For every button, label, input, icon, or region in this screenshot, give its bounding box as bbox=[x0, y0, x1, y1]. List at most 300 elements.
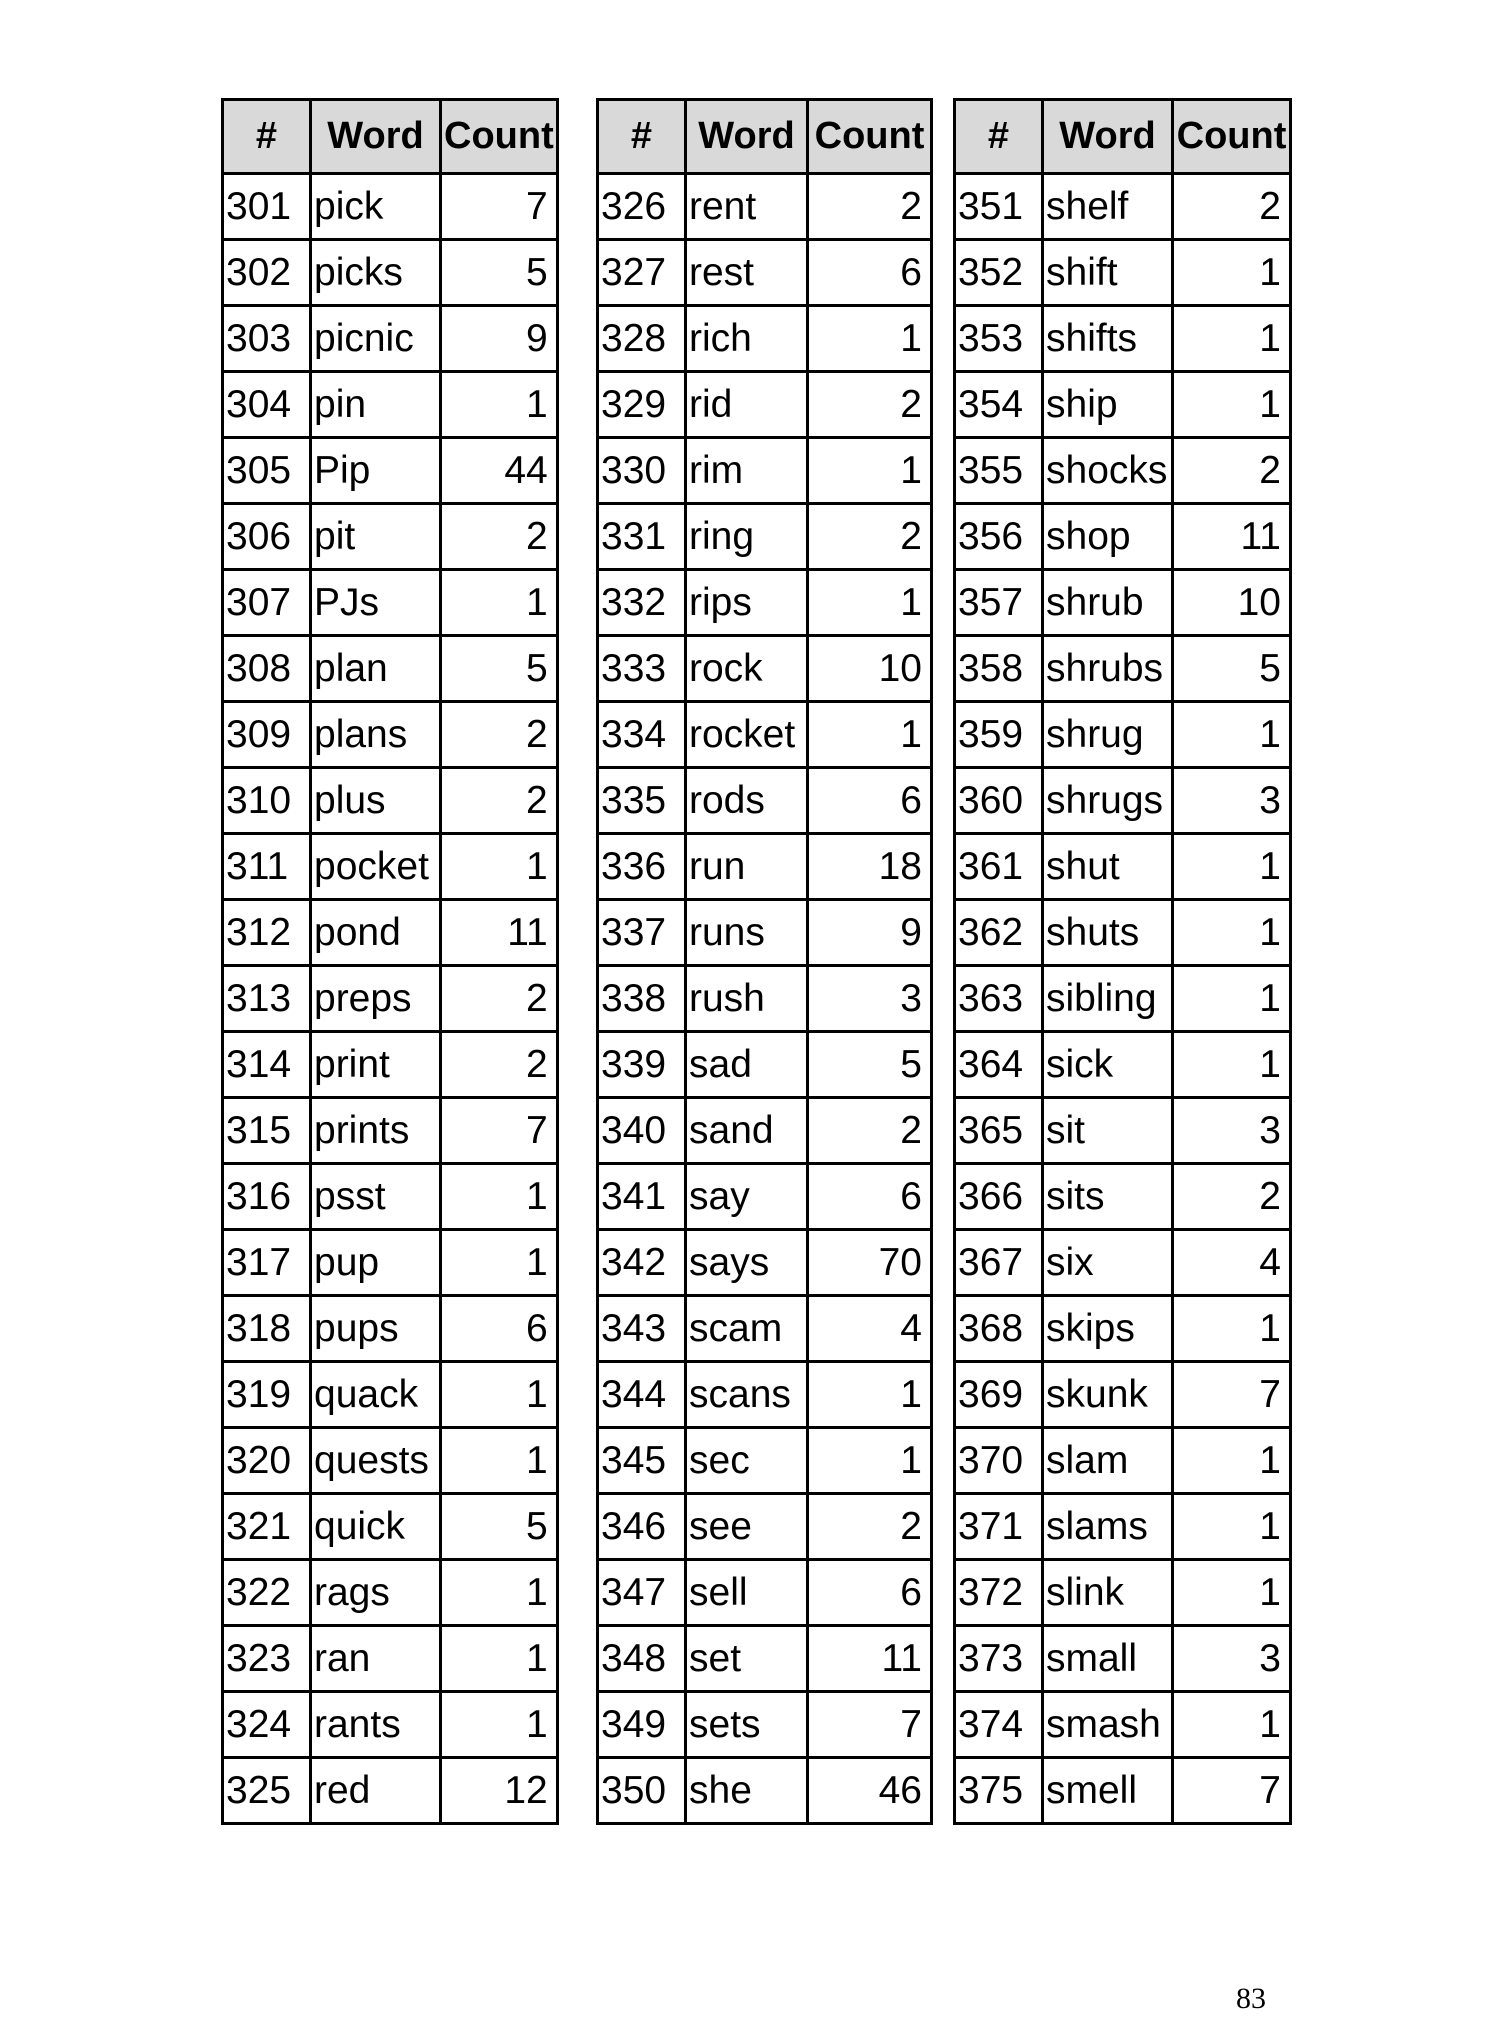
table-row bbox=[955, 1032, 1291, 1098]
header-count: Count bbox=[441, 100, 558, 174]
table-row bbox=[955, 636, 1291, 702]
row-word: picks bbox=[311, 240, 441, 306]
row-number: 335 bbox=[598, 768, 686, 834]
table-row bbox=[223, 1428, 558, 1494]
row-number: 305 bbox=[223, 438, 311, 504]
row-number: 355 bbox=[955, 438, 1043, 504]
table-row bbox=[955, 1626, 1291, 1692]
row-count: 6 bbox=[808, 768, 932, 834]
table-row bbox=[598, 174, 932, 240]
row-number: 341 bbox=[598, 1164, 686, 1230]
row-word: rocket bbox=[686, 702, 808, 768]
table-row bbox=[223, 504, 558, 570]
row-count: 46 bbox=[808, 1758, 932, 1824]
row-number: 326 bbox=[598, 174, 686, 240]
header-count: Count bbox=[1173, 100, 1291, 174]
row-word: shut bbox=[1043, 834, 1173, 900]
row-word: see bbox=[686, 1494, 808, 1560]
table-row bbox=[955, 504, 1291, 570]
row-count: 10 bbox=[1173, 570, 1291, 636]
row-word: small bbox=[1043, 1626, 1173, 1692]
row-number: 345 bbox=[598, 1428, 686, 1494]
table-header-row bbox=[223, 100, 558, 174]
table-row bbox=[598, 240, 932, 306]
row-word: plus bbox=[311, 768, 441, 834]
table-row bbox=[598, 1362, 932, 1428]
row-number: 349 bbox=[598, 1692, 686, 1758]
row-count: 1 bbox=[441, 372, 558, 438]
header-count: Count bbox=[808, 100, 932, 174]
row-word: shocks bbox=[1043, 438, 1173, 504]
row-number: 367 bbox=[955, 1230, 1043, 1296]
row-number: 318 bbox=[223, 1296, 311, 1362]
table-row bbox=[223, 768, 558, 834]
table-row bbox=[223, 1362, 558, 1428]
row-count: 5 bbox=[808, 1032, 932, 1098]
row-number: 344 bbox=[598, 1362, 686, 1428]
row-number: 329 bbox=[598, 372, 686, 438]
table-row bbox=[223, 834, 558, 900]
table-row bbox=[955, 834, 1291, 900]
table-row bbox=[955, 372, 1291, 438]
row-count: 11 bbox=[808, 1626, 932, 1692]
row-word: skunk bbox=[1043, 1362, 1173, 1428]
table-row bbox=[223, 570, 558, 636]
table-row bbox=[598, 966, 932, 1032]
row-word: psst bbox=[311, 1164, 441, 1230]
row-word: sick bbox=[1043, 1032, 1173, 1098]
row-count: 5 bbox=[1173, 636, 1291, 702]
row-word: prints bbox=[311, 1098, 441, 1164]
table-row bbox=[223, 1230, 558, 1296]
table-row bbox=[223, 1626, 558, 1692]
row-word: shrubs bbox=[1043, 636, 1173, 702]
word-table-1 bbox=[221, 98, 559, 1825]
row-count: 12 bbox=[441, 1758, 558, 1824]
row-number: 314 bbox=[223, 1032, 311, 1098]
table-row bbox=[955, 1692, 1291, 1758]
row-word: rich bbox=[686, 306, 808, 372]
table-row bbox=[598, 1428, 932, 1494]
table-row bbox=[598, 636, 932, 702]
table-row bbox=[223, 966, 558, 1032]
row-count: 1 bbox=[441, 1230, 558, 1296]
row-count: 7 bbox=[1173, 1758, 1291, 1824]
row-count: 1 bbox=[1173, 1032, 1291, 1098]
row-count: 7 bbox=[808, 1692, 932, 1758]
row-number: 353 bbox=[955, 306, 1043, 372]
row-word: sets bbox=[686, 1692, 808, 1758]
row-word: quack bbox=[311, 1362, 441, 1428]
table-row bbox=[223, 372, 558, 438]
row-count: 1 bbox=[441, 570, 558, 636]
row-number: 322 bbox=[223, 1560, 311, 1626]
row-word: slams bbox=[1043, 1494, 1173, 1560]
row-count: 1 bbox=[441, 1626, 558, 1692]
word-table-2 bbox=[596, 98, 933, 1825]
row-word: skips bbox=[1043, 1296, 1173, 1362]
row-word: rent bbox=[686, 174, 808, 240]
row-word: sell bbox=[686, 1560, 808, 1626]
row-number: 320 bbox=[223, 1428, 311, 1494]
row-word: smash bbox=[1043, 1692, 1173, 1758]
row-count: 1 bbox=[1173, 240, 1291, 306]
row-count: 10 bbox=[808, 636, 932, 702]
row-number: 364 bbox=[955, 1032, 1043, 1098]
row-word: pit bbox=[311, 504, 441, 570]
table-header-row bbox=[598, 100, 932, 174]
row-number: 316 bbox=[223, 1164, 311, 1230]
row-count: 6 bbox=[808, 1164, 932, 1230]
row-number: 340 bbox=[598, 1098, 686, 1164]
row-number: 309 bbox=[223, 702, 311, 768]
row-count: 44 bbox=[441, 438, 558, 504]
row-count: 2 bbox=[1173, 438, 1291, 504]
table-row bbox=[598, 1296, 932, 1362]
row-number: 327 bbox=[598, 240, 686, 306]
table-row bbox=[955, 966, 1291, 1032]
row-word: shift bbox=[1043, 240, 1173, 306]
row-word: plans bbox=[311, 702, 441, 768]
row-number: 342 bbox=[598, 1230, 686, 1296]
row-word: rips bbox=[686, 570, 808, 636]
row-count: 2 bbox=[441, 966, 558, 1032]
row-number: 315 bbox=[223, 1098, 311, 1164]
row-word: rags bbox=[311, 1560, 441, 1626]
row-count: 7 bbox=[441, 174, 558, 240]
row-number: 361 bbox=[955, 834, 1043, 900]
table-row bbox=[598, 570, 932, 636]
row-count: 1 bbox=[1173, 1560, 1291, 1626]
row-number: 321 bbox=[223, 1494, 311, 1560]
table-row bbox=[598, 1692, 932, 1758]
row-word: set bbox=[686, 1626, 808, 1692]
row-count: 5 bbox=[441, 1494, 558, 1560]
table-row bbox=[955, 306, 1291, 372]
row-word: rods bbox=[686, 768, 808, 834]
row-number: 358 bbox=[955, 636, 1043, 702]
table-row bbox=[223, 1494, 558, 1560]
table-row bbox=[955, 1428, 1291, 1494]
row-count: 2 bbox=[1173, 1164, 1291, 1230]
header-word: Word bbox=[1043, 100, 1173, 174]
row-count: 11 bbox=[441, 900, 558, 966]
row-number: 346 bbox=[598, 1494, 686, 1560]
table-row bbox=[223, 1560, 558, 1626]
row-number: 373 bbox=[955, 1626, 1043, 1692]
row-word: PJs bbox=[311, 570, 441, 636]
row-count: 1 bbox=[441, 834, 558, 900]
header-number: # bbox=[223, 100, 311, 174]
table-row bbox=[223, 1296, 558, 1362]
row-number: 366 bbox=[955, 1164, 1043, 1230]
row-number: 347 bbox=[598, 1560, 686, 1626]
row-count: 9 bbox=[441, 306, 558, 372]
table-row bbox=[598, 306, 932, 372]
row-word: rock bbox=[686, 636, 808, 702]
row-number: 331 bbox=[598, 504, 686, 570]
row-number: 330 bbox=[598, 438, 686, 504]
row-number: 319 bbox=[223, 1362, 311, 1428]
row-word: ring bbox=[686, 504, 808, 570]
table-row bbox=[955, 702, 1291, 768]
row-number: 332 bbox=[598, 570, 686, 636]
row-word: pups bbox=[311, 1296, 441, 1362]
row-count: 6 bbox=[808, 1560, 932, 1626]
row-word: sits bbox=[1043, 1164, 1173, 1230]
row-count: 1 bbox=[441, 1428, 558, 1494]
row-word: shifts bbox=[1043, 306, 1173, 372]
word-table-3 bbox=[953, 98, 1292, 1825]
row-number: 350 bbox=[598, 1758, 686, 1824]
row-count: 1 bbox=[808, 438, 932, 504]
row-number: 365 bbox=[955, 1098, 1043, 1164]
row-word: run bbox=[686, 834, 808, 900]
header-number: # bbox=[598, 100, 686, 174]
row-count: 7 bbox=[1173, 1362, 1291, 1428]
row-word: shrugs bbox=[1043, 768, 1173, 834]
row-number: 339 bbox=[598, 1032, 686, 1098]
row-number: 306 bbox=[223, 504, 311, 570]
row-count: 1 bbox=[808, 702, 932, 768]
row-word: ran bbox=[311, 1626, 441, 1692]
row-word: rush bbox=[686, 966, 808, 1032]
row-number: 372 bbox=[955, 1560, 1043, 1626]
row-word: slink bbox=[1043, 1560, 1173, 1626]
row-number: 325 bbox=[223, 1758, 311, 1824]
row-count: 2 bbox=[808, 1494, 932, 1560]
table-row bbox=[598, 372, 932, 438]
row-number: 354 bbox=[955, 372, 1043, 438]
row-word: shelf bbox=[1043, 174, 1173, 240]
row-count: 2 bbox=[441, 702, 558, 768]
row-count: 1 bbox=[441, 1362, 558, 1428]
row-word: rants bbox=[311, 1692, 441, 1758]
table-row bbox=[598, 834, 932, 900]
table-row bbox=[223, 636, 558, 702]
row-number: 312 bbox=[223, 900, 311, 966]
row-word: shrug bbox=[1043, 702, 1173, 768]
header-word: Word bbox=[686, 100, 808, 174]
row-word: sit bbox=[1043, 1098, 1173, 1164]
table-row bbox=[955, 240, 1291, 306]
row-word: rest bbox=[686, 240, 808, 306]
row-word: she bbox=[686, 1758, 808, 1824]
table-row bbox=[598, 1230, 932, 1296]
row-number: 313 bbox=[223, 966, 311, 1032]
row-number: 352 bbox=[955, 240, 1043, 306]
table-row bbox=[955, 1758, 1291, 1824]
row-number: 369 bbox=[955, 1362, 1043, 1428]
row-count: 2 bbox=[808, 372, 932, 438]
row-count: 6 bbox=[808, 240, 932, 306]
row-count: 2 bbox=[441, 1032, 558, 1098]
row-number: 307 bbox=[223, 570, 311, 636]
row-number: 301 bbox=[223, 174, 311, 240]
row-word: pick bbox=[311, 174, 441, 240]
table-row bbox=[598, 1164, 932, 1230]
table-row bbox=[598, 438, 932, 504]
row-count: 1 bbox=[1173, 1296, 1291, 1362]
row-count: 2 bbox=[808, 504, 932, 570]
table-row bbox=[223, 1758, 558, 1824]
row-word: runs bbox=[686, 900, 808, 966]
row-number: 368 bbox=[955, 1296, 1043, 1362]
table-row bbox=[955, 1164, 1291, 1230]
row-count: 70 bbox=[808, 1230, 932, 1296]
row-number: 302 bbox=[223, 240, 311, 306]
table-row bbox=[598, 768, 932, 834]
header-word: Word bbox=[311, 100, 441, 174]
table-row bbox=[223, 1164, 558, 1230]
row-word: ship bbox=[1043, 372, 1173, 438]
table-header-row bbox=[955, 100, 1291, 174]
row-number: 311 bbox=[223, 834, 311, 900]
row-number: 334 bbox=[598, 702, 686, 768]
table-row bbox=[955, 438, 1291, 504]
row-count: 9 bbox=[808, 900, 932, 966]
row-count: 1 bbox=[808, 1362, 932, 1428]
row-count: 1 bbox=[1173, 1428, 1291, 1494]
row-word: picnic bbox=[311, 306, 441, 372]
row-word: scam bbox=[686, 1296, 808, 1362]
table-row bbox=[598, 702, 932, 768]
table-row bbox=[223, 240, 558, 306]
row-word: print bbox=[311, 1032, 441, 1098]
row-count: 1 bbox=[1173, 900, 1291, 966]
table-row bbox=[955, 1296, 1291, 1362]
row-word: red bbox=[311, 1758, 441, 1824]
row-number: 374 bbox=[955, 1692, 1043, 1758]
row-number: 375 bbox=[955, 1758, 1043, 1824]
row-number: 303 bbox=[223, 306, 311, 372]
table-row bbox=[955, 1098, 1291, 1164]
table-row bbox=[223, 702, 558, 768]
row-count: 1 bbox=[1173, 1692, 1291, 1758]
row-number: 323 bbox=[223, 1626, 311, 1692]
row-word: say bbox=[686, 1164, 808, 1230]
row-number: 336 bbox=[598, 834, 686, 900]
row-word: Pip bbox=[311, 438, 441, 504]
row-count: 5 bbox=[441, 240, 558, 306]
row-count: 3 bbox=[1173, 768, 1291, 834]
row-number: 324 bbox=[223, 1692, 311, 1758]
header-number: # bbox=[955, 100, 1043, 174]
row-number: 328 bbox=[598, 306, 686, 372]
table-row bbox=[955, 1560, 1291, 1626]
row-word: sibling bbox=[1043, 966, 1173, 1032]
row-count: 2 bbox=[808, 174, 932, 240]
table-row bbox=[223, 306, 558, 372]
row-count: 1 bbox=[1173, 966, 1291, 1032]
row-count: 4 bbox=[808, 1296, 932, 1362]
row-number: 333 bbox=[598, 636, 686, 702]
row-count: 1 bbox=[1173, 1494, 1291, 1560]
row-word: preps bbox=[311, 966, 441, 1032]
row-count: 6 bbox=[441, 1296, 558, 1362]
table-row bbox=[223, 900, 558, 966]
row-number: 360 bbox=[955, 768, 1043, 834]
row-word: scans bbox=[686, 1362, 808, 1428]
row-count: 11 bbox=[1173, 504, 1291, 570]
row-number: 338 bbox=[598, 966, 686, 1032]
row-count: 1 bbox=[1173, 702, 1291, 768]
row-word: sec bbox=[686, 1428, 808, 1494]
row-word: shuts bbox=[1043, 900, 1173, 966]
row-word: smell bbox=[1043, 1758, 1173, 1824]
row-word: six bbox=[1043, 1230, 1173, 1296]
table-row bbox=[598, 1626, 932, 1692]
row-number: 317 bbox=[223, 1230, 311, 1296]
table-row bbox=[223, 174, 558, 240]
table-row bbox=[598, 1494, 932, 1560]
row-word: pocket bbox=[311, 834, 441, 900]
table-row bbox=[955, 900, 1291, 966]
row-number: 371 bbox=[955, 1494, 1043, 1560]
row-count: 2 bbox=[808, 1098, 932, 1164]
row-word: sand bbox=[686, 1098, 808, 1164]
row-word: sad bbox=[686, 1032, 808, 1098]
row-count: 3 bbox=[1173, 1098, 1291, 1164]
row-count: 1 bbox=[441, 1164, 558, 1230]
row-number: 310 bbox=[223, 768, 311, 834]
row-count: 1 bbox=[808, 570, 932, 636]
table-row bbox=[598, 1032, 932, 1098]
table-row bbox=[955, 174, 1291, 240]
row-word: quick bbox=[311, 1494, 441, 1560]
row-word: pond bbox=[311, 900, 441, 966]
table-row bbox=[955, 570, 1291, 636]
table-row bbox=[955, 1362, 1291, 1428]
table-row bbox=[223, 1032, 558, 1098]
row-count: 3 bbox=[1173, 1626, 1291, 1692]
row-word: pup bbox=[311, 1230, 441, 1296]
table-row bbox=[598, 1758, 932, 1824]
row-number: 363 bbox=[955, 966, 1043, 1032]
table-row bbox=[955, 1494, 1291, 1560]
row-count: 3 bbox=[808, 966, 932, 1032]
row-word: slam bbox=[1043, 1428, 1173, 1494]
table-row bbox=[223, 1098, 558, 1164]
table-row bbox=[223, 438, 558, 504]
row-count: 18 bbox=[808, 834, 932, 900]
row-count: 2 bbox=[441, 504, 558, 570]
table-row bbox=[598, 1098, 932, 1164]
row-count: 2 bbox=[1173, 174, 1291, 240]
row-count: 1 bbox=[441, 1560, 558, 1626]
row-count: 1 bbox=[441, 1692, 558, 1758]
table-row bbox=[598, 900, 932, 966]
row-count: 4 bbox=[1173, 1230, 1291, 1296]
page-number: 83 bbox=[1236, 1982, 1266, 2015]
row-word: plan bbox=[311, 636, 441, 702]
row-number: 359 bbox=[955, 702, 1043, 768]
row-word: pin bbox=[311, 372, 441, 438]
table-row bbox=[598, 504, 932, 570]
table-row bbox=[955, 1230, 1291, 1296]
row-word: quests bbox=[311, 1428, 441, 1494]
row-count: 1 bbox=[1173, 372, 1291, 438]
table-row bbox=[598, 1560, 932, 1626]
row-number: 357 bbox=[955, 570, 1043, 636]
table-row bbox=[223, 1692, 558, 1758]
row-number: 370 bbox=[955, 1428, 1043, 1494]
row-number: 348 bbox=[598, 1626, 686, 1692]
row-number: 343 bbox=[598, 1296, 686, 1362]
row-word: says bbox=[686, 1230, 808, 1296]
row-number: 337 bbox=[598, 900, 686, 966]
row-count: 1 bbox=[1173, 834, 1291, 900]
